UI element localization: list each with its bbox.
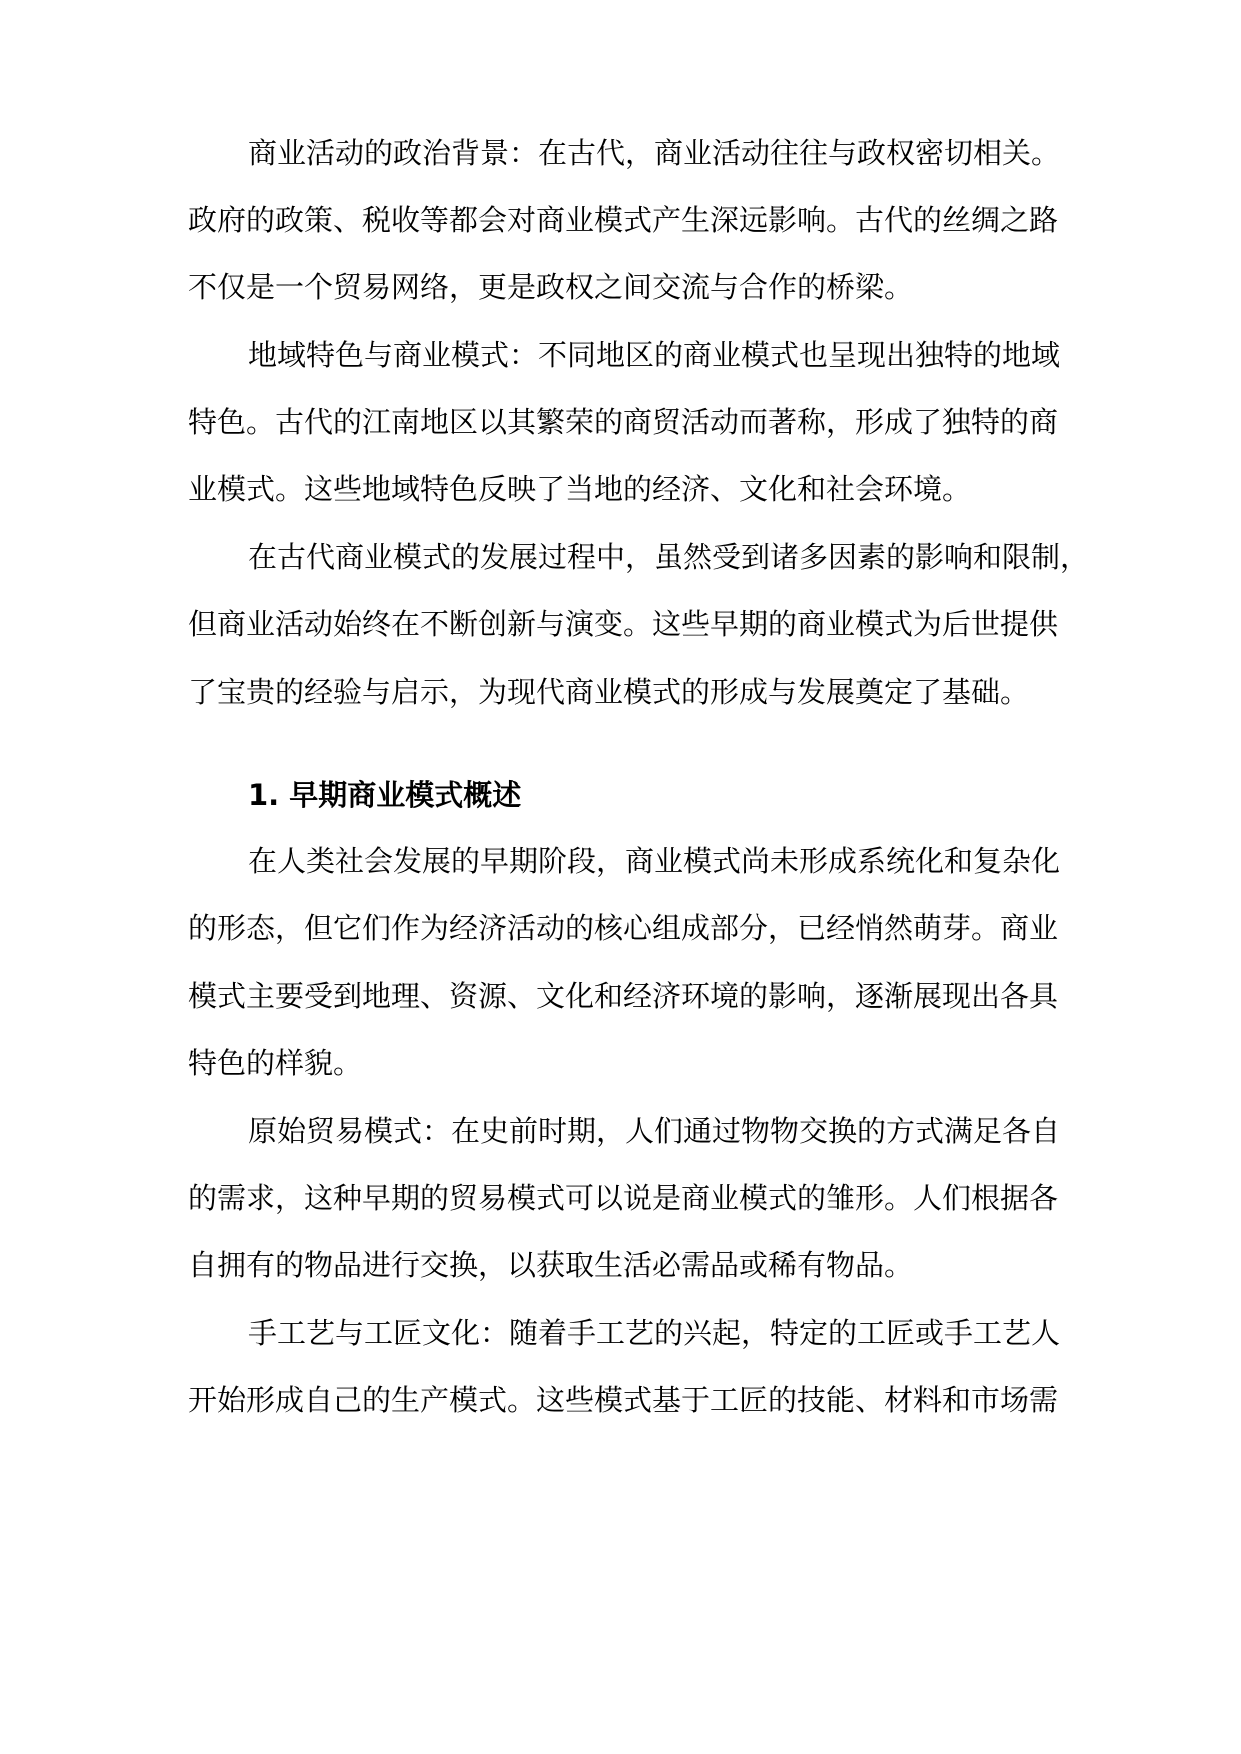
paragraph-line: 的形态，但它们作为经济活动的核心组成部分，已经悄然萌芽。商业 bbox=[188, 911, 1059, 945]
section-heading: 1. 早期商业模式概述 bbox=[248, 778, 522, 812]
paragraph-line: 但商业活动始终在不断创新与演变。这些早期的商业模式为后世提供 bbox=[188, 607, 1059, 641]
paragraph-line: 自拥有的物品进行交换，以获取生活必需品或稀有物品。 bbox=[188, 1248, 914, 1282]
paragraph-line: 模式主要受到地理、资源、文化和经济环境的影响，逐渐展现出各具 bbox=[188, 979, 1059, 1013]
paragraph-line: 特色的样貌。 bbox=[188, 1046, 363, 1080]
paragraph-line: 政府的政策、税收等都会对商业模式产生深远影响。古代的丝绸之路 bbox=[188, 203, 1059, 237]
paragraph-line: 在古代商业模式的发展过程中，虽然受到诸多因素的影响和限制， bbox=[248, 540, 1090, 574]
paragraph-line: 业模式。这些地域特色反映了当地的经济、文化和社会环境。 bbox=[188, 472, 972, 506]
paragraph-line: 手工艺与工匠文化：随着手工艺的兴起，特定的工匠或手工艺人 bbox=[248, 1316, 1061, 1350]
paragraph-line: 开始形成自己的生产模式。这些模式基于工匠的技能、材料和市场需 bbox=[188, 1383, 1059, 1417]
paragraph-line: 特色。古代的江南地区以其繁荣的商贸活动而著称，形成了独特的商 bbox=[188, 405, 1059, 439]
paragraph-line: 不仅是一个贸易网络，更是政权之间交流与合作的桥梁。 bbox=[188, 270, 914, 304]
paragraph-line: 商业活动的政治背景：在古代，商业活动往往与政权密切相关。 bbox=[248, 136, 1061, 170]
paragraph-line: 了宝贵的经验与启示，为现代商业模式的形成与发展奠定了基础。 bbox=[188, 675, 1030, 709]
paragraph-line: 的需求，这种早期的贸易模式可以说是商业模式的雏形。人们根据各 bbox=[188, 1181, 1059, 1215]
paragraph-line: 原始贸易模式：在史前时期，人们通过物物交换的方式满足各自 bbox=[248, 1114, 1061, 1148]
paragraph-line: 在人类社会发展的早期阶段，商业模式尚未形成系统化和复杂化 bbox=[248, 844, 1061, 878]
paragraph-line: 地域特色与商业模式：不同地区的商业模式也呈现出独特的地域 bbox=[248, 338, 1061, 372]
